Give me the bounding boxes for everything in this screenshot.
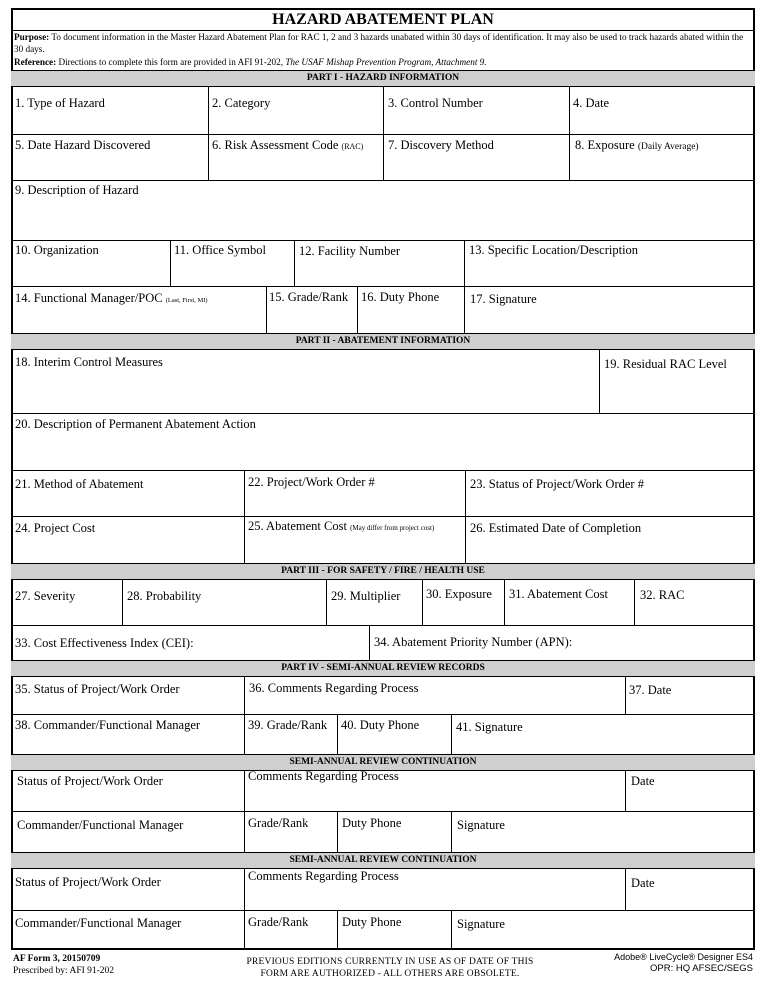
col-line xyxy=(170,240,171,286)
continuation-header: SEMI-ANNUAL REVIEW CONTINUATION xyxy=(11,754,755,771)
cont1-commander[interactable]: Commander/Functional Manager xyxy=(17,818,184,832)
cont1-grade[interactable]: Grade/Rank xyxy=(248,816,309,830)
col-line xyxy=(451,910,452,950)
form-title: HAZARD ABATEMENT PLAN xyxy=(272,11,494,28)
field-commander[interactable]: 38. Commander/Functional Manager xyxy=(15,718,201,732)
part2-header: PART II - ABATEMENT INFORMATION xyxy=(11,333,755,350)
purpose-body: To document information in the Master Hazard Abatement Plan for RAC 1, 2 and 3 hazards unabated within 30 days of identification. It may also be used to track hazards abated within the 30 days. xyxy=(14,32,744,54)
col-line xyxy=(326,580,327,625)
field-note: (May differ from project cost) xyxy=(350,524,435,532)
field-description-of-hazard[interactable]: 9. Description of Hazard xyxy=(15,183,139,197)
col-line xyxy=(625,869,626,910)
col-line xyxy=(244,677,245,754)
field-category[interactable]: 2. Category xyxy=(212,96,271,110)
field-label: 8. Exposure xyxy=(575,138,635,152)
field-note: (Daily Average) xyxy=(637,142,699,152)
field-duty-phone[interactable]: 16. Duty Phone xyxy=(361,290,440,304)
cont2-date[interactable]: Date xyxy=(631,876,655,890)
col-line xyxy=(625,677,626,714)
col-line xyxy=(504,580,505,625)
field-label: 25. Abatement Cost xyxy=(248,519,347,533)
col-line xyxy=(451,714,452,754)
field-severity[interactable]: 27. Severity xyxy=(15,589,76,603)
field-abatement-cost-calc[interactable]: 31. Abatement Cost xyxy=(509,587,608,601)
col-line xyxy=(266,286,267,333)
row-line xyxy=(11,413,755,414)
field-note: (Last, First, MI) xyxy=(165,297,208,304)
field-review-comments[interactable]: 36. Comments Regarding Process xyxy=(249,681,419,695)
field-review-date[interactable]: 37. Date xyxy=(629,683,672,697)
field-note: (RAC) xyxy=(341,142,364,151)
col-line xyxy=(337,811,338,852)
field-control-number[interactable]: 3. Control Number xyxy=(388,96,483,110)
purpose-label: Purpose: xyxy=(14,32,50,42)
field-estimated-completion-date[interactable]: 26. Estimated Date of Completion xyxy=(470,521,642,535)
editions-line: PREVIOUS EDITIONS CURRENTLY IN USE AS OF DATE OF THIS xyxy=(246,957,534,967)
col-line xyxy=(569,87,570,180)
opr: OPR: HQ AFSEC/SEGS xyxy=(650,963,753,974)
divider xyxy=(11,30,755,31)
part1-header: PART I - HAZARD INFORMATION xyxy=(11,70,755,87)
prescribed-by: Prescribed by: AFI 91-202 xyxy=(13,966,115,976)
form-id: AF Form 3, 20150709 xyxy=(13,954,101,964)
field-permanent-abatement-action[interactable]: 20. Description of Permanent Abatement Action xyxy=(15,417,256,431)
reference-label: Reference: xyxy=(14,57,57,67)
field-office-symbol[interactable]: 11. Office Symbol xyxy=(174,243,267,257)
purpose-text xyxy=(14,32,750,55)
reference-title: The USAF Mishap Prevention Program, Attachment 9. xyxy=(285,57,487,67)
row-line xyxy=(11,286,755,287)
cont2-grade[interactable]: Grade/Rank xyxy=(248,915,309,929)
cont1-status[interactable]: Status of Project/Work Order xyxy=(17,774,163,788)
row-line xyxy=(11,516,755,517)
col-line xyxy=(244,771,245,852)
reference-body: Directions to complete this form are provided in AFI 91-202, xyxy=(58,57,284,67)
col-line xyxy=(122,580,123,625)
field-exposure-calc[interactable]: 30. Exposure xyxy=(426,587,492,601)
field-cost-effectiveness-index[interactable]: 33. Cost Effectiveness Index (CEI): xyxy=(15,636,194,650)
cont1-signature[interactable]: Signature xyxy=(457,818,505,832)
editions-line: FORM ARE AUTHORIZED - ALL OTHERS ARE OBSOLETE. xyxy=(260,969,520,979)
field-project-work-order[interactable]: 22. Project/Work Order # xyxy=(248,475,375,489)
cont1-comments[interactable]: Comments Regarding Process xyxy=(248,769,399,783)
col-line xyxy=(244,470,245,563)
col-line xyxy=(464,286,465,333)
field-label: 6. Risk Assessment Code xyxy=(212,138,339,152)
col-line xyxy=(357,286,358,333)
field-method-of-abatement[interactable]: 21. Method of Abatement xyxy=(15,477,144,491)
field-rac[interactable]: 32. RAC xyxy=(640,588,685,602)
field-review-grade[interactable]: 39. Grade/Rank xyxy=(248,718,328,732)
field-review-phone[interactable]: 40. Duty Phone xyxy=(341,718,420,732)
part3-header: PART III - FOR SAFETY / FIRE / HEALTH USE xyxy=(11,563,755,580)
col-line xyxy=(208,87,209,180)
field-discovery-method[interactable]: 7. Discovery Method xyxy=(388,138,494,152)
cont1-date[interactable]: Date xyxy=(631,774,655,788)
field-signature[interactable]: 17. Signature xyxy=(470,292,537,306)
field-grade-rank[interactable]: 15. Grade/Rank xyxy=(269,290,349,304)
col-line xyxy=(369,625,370,660)
field-review-status[interactable]: 35. Status of Project/Work Order xyxy=(15,682,180,696)
row-line xyxy=(11,714,755,715)
col-line xyxy=(337,910,338,950)
col-line xyxy=(464,240,465,286)
part4-header: PART IV - SEMI-ANNUAL REVIEW RECORDS xyxy=(11,660,755,677)
field-probability[interactable]: 28. Probability xyxy=(127,589,202,603)
field-risk-assessment-code[interactable] xyxy=(212,138,363,154)
cont2-phone[interactable]: Duty Phone xyxy=(342,915,402,929)
row-line xyxy=(11,470,755,471)
field-specific-location[interactable]: 13. Specific Location/Description xyxy=(469,243,639,257)
editions-note xyxy=(190,956,590,980)
field-date[interactable]: 4. Date xyxy=(573,96,610,110)
col-line xyxy=(294,240,295,286)
field-date-discovered[interactable]: 5. Date Hazard Discovered xyxy=(15,138,151,152)
col-line xyxy=(634,580,635,625)
field-project-cost[interactable]: 24. Project Cost xyxy=(15,521,96,535)
field-abatement-cost[interactable] xyxy=(248,519,434,535)
cont2-comments[interactable]: Comments Regarding Process xyxy=(248,869,399,883)
row-line xyxy=(11,910,755,911)
row-line xyxy=(11,240,755,241)
col-line xyxy=(337,714,338,754)
col-line xyxy=(599,350,600,413)
cont2-commander[interactable]: Commander/Functional Manager xyxy=(15,916,182,930)
row-line xyxy=(11,180,755,181)
col-line xyxy=(451,811,452,852)
cont2-status[interactable]: Status of Project/Work Order xyxy=(15,875,161,889)
continuation-header: SEMI-ANNUAL REVIEW CONTINUATION xyxy=(11,852,755,869)
row-line xyxy=(11,625,755,626)
cont2-signature[interactable]: Signature xyxy=(457,917,505,931)
cont1-phone[interactable]: Duty Phone xyxy=(342,816,402,830)
field-residual-rac-level[interactable]: 19. Residual RAC Level xyxy=(604,357,727,371)
field-status-project-work-order[interactable]: 23. Status of Project/Work Order # xyxy=(470,477,644,491)
field-abatement-priority-number[interactable]: 34. Abatement Priority Number (APN): xyxy=(374,635,573,649)
field-multiplier[interactable]: 29. Multiplier xyxy=(331,589,401,603)
col-line xyxy=(383,87,384,180)
field-organization[interactable]: 10. Organization xyxy=(15,243,99,257)
field-functional-manager-poc[interactable] xyxy=(15,291,208,308)
field-interim-control-measures[interactable]: 18. Interim Control Measures xyxy=(15,355,163,369)
field-review-signature[interactable]: 41. Signature xyxy=(456,720,523,734)
col-line xyxy=(422,580,423,625)
field-exposure[interactable] xyxy=(575,138,699,154)
field-facility-number[interactable]: 12. Facility Number xyxy=(299,244,401,258)
field-label: 14. Functional Manager/POC xyxy=(15,291,163,305)
col-line xyxy=(465,470,466,563)
row-line xyxy=(11,811,755,812)
reference-text xyxy=(14,57,750,68)
field-type-of-hazard[interactable]: 1. Type of Hazard xyxy=(15,96,105,110)
col-line xyxy=(625,771,626,811)
designer-note: Adobe® LiveCycle® Designer ES4 xyxy=(614,952,753,962)
col-line xyxy=(244,869,245,950)
